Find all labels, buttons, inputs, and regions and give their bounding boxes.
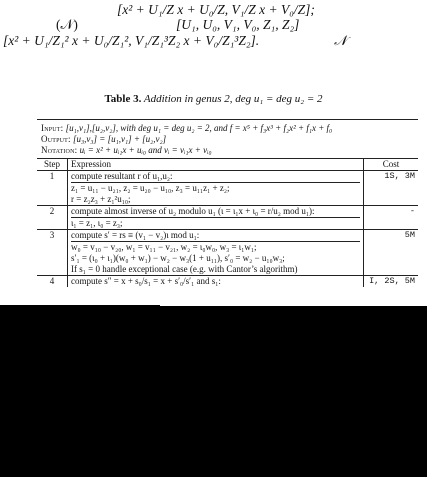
equation-line-1: [x² + U₁/Z x + U₀/Z, V₁/Z x + V₀/Z]; xyxy=(117,2,315,17)
input-line xyxy=(41,123,414,134)
table-spec-block xyxy=(37,120,418,159)
header-expression: Expression xyxy=(68,159,364,171)
table-caption xyxy=(0,93,427,105)
step-line: s′₁ = (ι₀ + ι₁)(w₀ + w₁) − w₂ − w₃(1 + u₁₁), s′₀ = w₂ − u₁₀w₃; xyxy=(71,253,285,263)
step-number: 2 xyxy=(37,206,68,230)
step-line: z₁ = u₁₁ − u₂₁, z₂ = u₂₀ − u₁₀, z₃ = u₁₁z₁ + z₂; xyxy=(71,183,230,193)
step-number: 3 xyxy=(37,230,68,276)
header-step: Step xyxy=(37,159,68,171)
input-label: Input: xyxy=(41,123,64,133)
step-title: compute s′ = rs ≡ (v₁ − v₂)ι mod u₁: xyxy=(71,230,360,242)
caption-label: Table 3. xyxy=(104,93,142,105)
input-text: [u₁,v₁],[u₂,v₂], with deg u₁ = deg u₂ = 2, and f = x⁵ + f₃x³ + f₂x² + f₁x + f₀ xyxy=(63,123,333,133)
step-line: r = z₂z₃ + z₁²u₁₀; xyxy=(71,194,131,204)
step-title: compute almost inverse of u₂ modulo u₁ (ι = ι₁x + ι₀ = r/u₂ mod u₁): xyxy=(71,206,360,218)
step-cost: I, 2S, 5M xyxy=(369,276,415,286)
step-title: compute s″ = x + s₀/s₁ = x + s′₀/s′₁ and s₁: xyxy=(71,276,221,286)
header-cost: Cost xyxy=(364,159,419,171)
steps-table xyxy=(37,159,418,287)
step-number: 1 xyxy=(37,171,68,206)
step-cost: - xyxy=(364,206,419,230)
algorithm-table xyxy=(37,119,418,287)
table-row xyxy=(37,230,418,276)
output-line xyxy=(41,134,414,145)
output-text: [u₃,v₃] = [u₁,v₁] + [u₂,v₂] xyxy=(70,134,167,144)
step-expression xyxy=(68,276,364,288)
equation-tag-n-parenthesized: (𝒩) xyxy=(56,17,78,32)
step-cost: 5M xyxy=(364,230,419,276)
equation-line-3: [x² + U₁/Z₁² x + U₀/Z₁², V₁/Z₁³Z₂ x + V₀/Z₁³Z₂]. xyxy=(3,33,260,48)
step-expression xyxy=(68,171,364,206)
table-row xyxy=(37,171,418,206)
equation-tag-n: 𝒩 xyxy=(334,33,347,48)
notation-line xyxy=(41,145,414,156)
equation-line-2: [U₁, U₀, V₁, V₀, Z₁, Z₂] xyxy=(176,17,300,32)
notation-text: uᵢ = x² + uᵢ₁x + uᵢ₀ and vᵢ = vᵢ₁x + vᵢ₀ xyxy=(77,145,212,155)
table-row xyxy=(37,206,418,230)
step-number: 4 xyxy=(37,276,68,288)
step-title: compute resultant r of u₁,u₂: xyxy=(71,171,360,183)
step-cost: 1S, 3M xyxy=(364,171,419,206)
step-expression xyxy=(68,206,364,230)
notation-label: Notation: xyxy=(41,145,78,155)
step-expression xyxy=(68,230,364,276)
redaction-block xyxy=(0,306,427,477)
table-header-row xyxy=(37,159,418,171)
step-line: w₀ = v₁₀ − v₂₀, w₁ = v₁₁ − v₂₁, w₂ = ι₀w₀, w₃ = ι₁w₁; xyxy=(71,242,257,252)
table-row xyxy=(37,276,418,288)
output-label: Output: xyxy=(41,134,71,144)
step-line: If s₁ = 0 handle exceptional case (e.g. with Cantor’s algorithm) xyxy=(71,264,298,274)
step-line: ι₁ = z₁, ι₀ = z₃; xyxy=(71,218,123,228)
caption-text: Addition in genus 2, deg u₁ = deg u₂ = 2 xyxy=(141,93,323,105)
